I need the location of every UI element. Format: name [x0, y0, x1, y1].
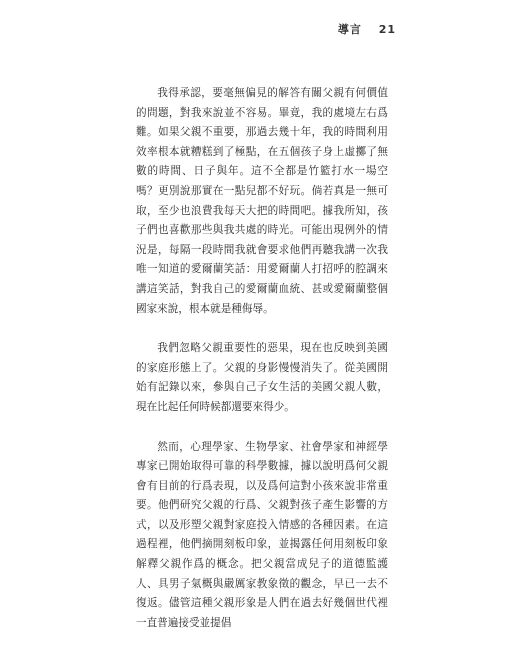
body-text — [136, 84, 388, 653]
chapter-title: 導言 — [337, 23, 362, 36]
paragraph-3: 然而，心理學家、生物學家、社會學家和神經學專家已開始取得可靠的科學數據，據以說明爲何父親會有目前的行爲表現，以及爲何這對小孩來說非常重要。他們研究父親的行爲、父親對孩子產生影響的方式，以及形塑父親對家庭投入情感的各種因素。在這過程裡，他們摘開刻板印象，並揭露任何用刻板印象解釋父親作爲的概念。把父親當成兒子的道德監護人、具男子氣概與嚴厲家教象徵的觀念，早已一去不復返。儘管這種父親形象是人們在過去好幾個世代裡一直普遍接受並提倡 — [136, 440, 388, 629]
running-head — [338, 21, 396, 37]
paragraph-2: 我們忽略父親重要性的惡果，現在也反映到美國的家庭形態上了。父親的身影慢慢消失了。從美國開始有記錄以來，參與自己子女生活的美國父親人數，現在比起任何時候都還要來得少。 — [136, 342, 388, 413]
page-number: 21 — [378, 23, 396, 36]
paragraph-1: 我得承認，要毫無偏見的解答有關父親有何價值的問題，對我來說並不容易。畢竟，我的處境左右爲難。如果父親不重要，那過去幾十年，我的時間利用效率根本就糟糕到了極點，在五個孩子身上虛擲了無數的時間、日子與年。這不全都是竹籃打水一場空嗎？更別說那實在一點兒都不好玩。倘若真是一無可取，至少也浪費我每天大把的時間吧。據我所知，孩子們也喜歡那些與我共處的時光。可能出現例外的情況是，每隔一段時間我就會要求他們再聽我講一次我唯一知道的愛爾蘭笑話：用愛爾蘭人打招呼的腔調來講這笑話，對我自己的愛爾蘭血統、甚或愛爾蘭整個國家來說，根本就是種侮辱。 — [136, 87, 388, 315]
